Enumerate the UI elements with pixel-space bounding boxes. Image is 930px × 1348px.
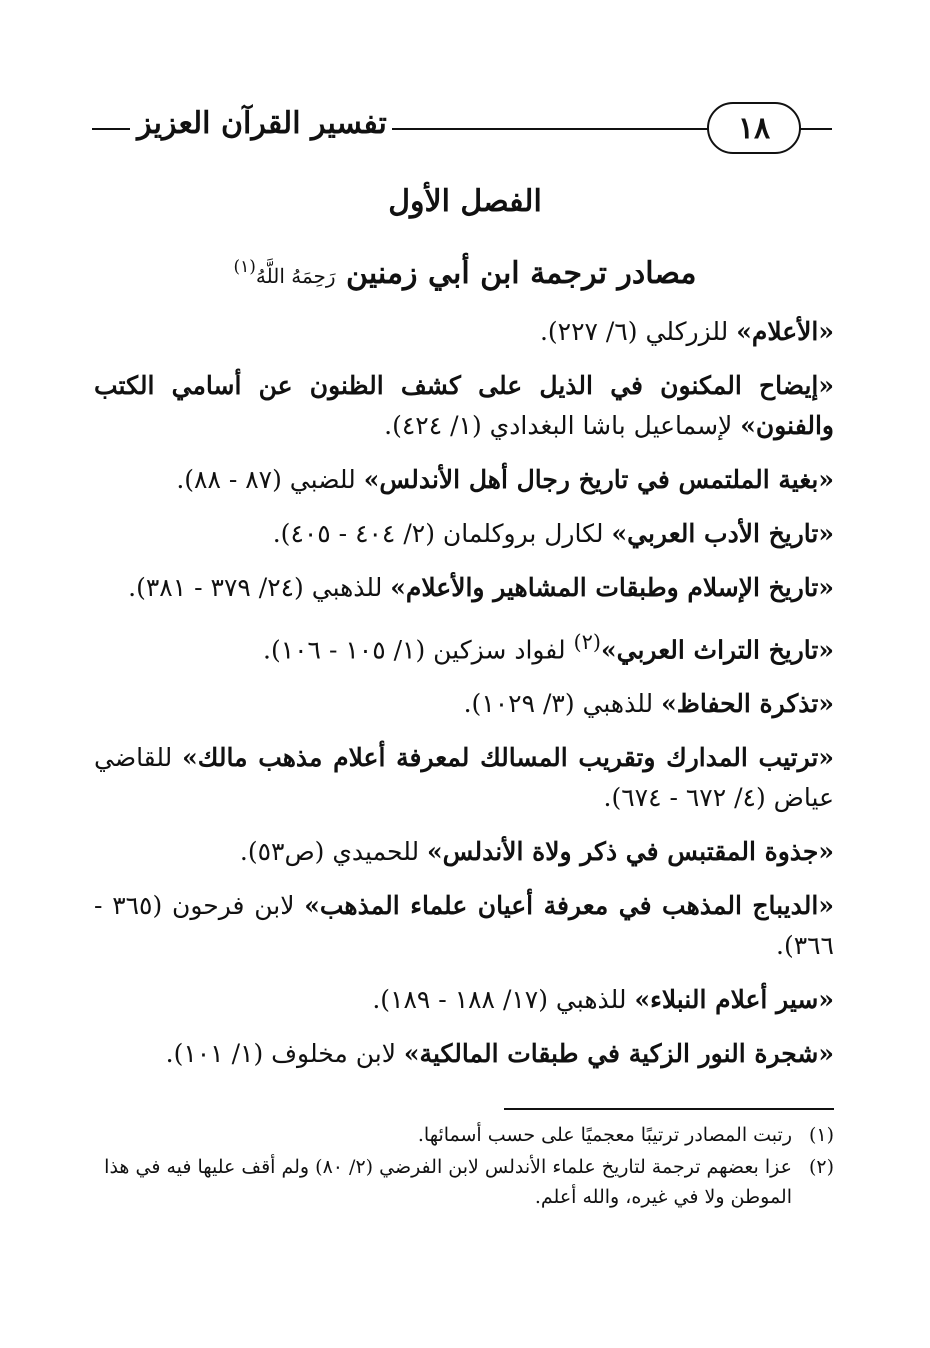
- footnote-number: (٢): [808, 1156, 834, 1178]
- source-reference: لفواد سزكين (١/ ١٠٥ - ١٠٦).: [263, 635, 574, 665]
- source-entry: [94, 312, 834, 352]
- source-title: «الأعلام»: [736, 317, 834, 346]
- source-reference: لابن فرحون (٣٦٥ - ٣٦٦).: [94, 891, 834, 961]
- source-title: «ترتيب المدارك وتقريب المسالك لمعرفة أعلام مذهب مالك»: [182, 743, 834, 773]
- footnote-number: (١): [808, 1124, 834, 1146]
- section-title: [0, 256, 930, 291]
- source-entry: [94, 568, 834, 608]
- source-entry: [94, 886, 834, 966]
- source-title: «شجرة النور الزكية في طبقات المالكية»: [403, 1039, 834, 1069]
- source-title: «إيضاح المكنون في الذيل على كشف الظنون عن أسامي الكتب والفنون»: [94, 371, 834, 440]
- source-title: «تاريخ الأدب العربي»: [611, 519, 834, 548]
- source-entry: [94, 738, 834, 818]
- page-header: [92, 98, 832, 154]
- source-reference: لابن مخلوف (١/ ١٠١).: [165, 1039, 404, 1069]
- source-entry: [94, 832, 834, 872]
- header-rule-left: [92, 128, 130, 130]
- source-title: «تاريخ التراث العربي»: [601, 635, 834, 665]
- section-title-text: مصادر ترجمة ابن أبي زمنين: [346, 256, 697, 291]
- source-title: «جذوة المقتبس في ذكر ولاة الأندلس»: [427, 837, 834, 867]
- source-reference: للضبي (٨٧ - ٨٨).: [176, 465, 364, 494]
- source-reference: للقاضي عياض (٤/ ٦٧٢ - ٦٧٤).: [94, 743, 834, 813]
- source-list: [94, 312, 834, 1088]
- source-entry: [94, 684, 834, 724]
- source-entry: [94, 622, 834, 670]
- footnote-ref[interactable]: (١): [233, 257, 256, 277]
- footnote-separator: [504, 1108, 834, 1110]
- footnotes: [94, 1120, 834, 1214]
- footnote-text: رتبت المصادر ترتيبًا معجميًا على حسب أسمائها.: [417, 1124, 792, 1146]
- footnote: [94, 1152, 834, 1212]
- chapter-title: الفصل الأول: [388, 184, 542, 219]
- running-title: تفسير القرآن العزيز: [137, 106, 387, 141]
- source-entry: [94, 460, 834, 500]
- source-title: «تاريخ الإسلام وطبقات المشاهير والأعلام»: [390, 573, 834, 602]
- source-reference: للزركلي (٦/ ٢٢٧).: [539, 317, 737, 346]
- source-entry: [94, 366, 834, 446]
- honorific-glyph: رَحِمَهُ اللَّهُ: [255, 264, 336, 288]
- source-reference: لإسماعيل باشا البغدادي (١/ ٤٢٤).: [384, 411, 741, 440]
- source-entry: [94, 980, 834, 1020]
- footnote: [94, 1120, 834, 1150]
- source-title: «تذكرة الحفاظ»: [661, 689, 834, 719]
- footnote-text: عزا بعضهم ترجمة لتاريخ علماء الأندلس لابن الفرضي (٢/ ٨٠) ولم أقف عليها فيه في هذا الموطن ولا في غيره، والله أعلم.: [104, 1156, 792, 1208]
- source-title: «سير أعلام النبلاء»: [634, 985, 834, 1015]
- footnote-ref[interactable]: (٢): [573, 630, 601, 654]
- source-title: «الديباج المذهب في معرفة أعيان علماء المذهب»: [304, 891, 834, 921]
- source-reference: للذهبي (٣/ ١٠٢٩).: [463, 689, 662, 719]
- source-reference: للذهبي (١٧/ ١٨٨ - ١٨٩).: [372, 985, 635, 1015]
- source-title: «بغية الملتمس في تاريخ رجال أهل الأندلس»: [363, 465, 834, 494]
- source-reference: لكارل بروكلمان (٢/ ٤٠٤ - ٤٠٥).: [272, 519, 612, 548]
- source-entry: [94, 514, 834, 554]
- header-rule-right: [800, 128, 832, 130]
- source-entry: [94, 1034, 834, 1074]
- page-number: ١٨: [707, 102, 801, 154]
- source-reference: للذهبي (٢٤/ ٣٧٩ - ٣٨١).: [128, 573, 391, 602]
- source-reference: للحميدي (ص٥٣).: [239, 837, 428, 867]
